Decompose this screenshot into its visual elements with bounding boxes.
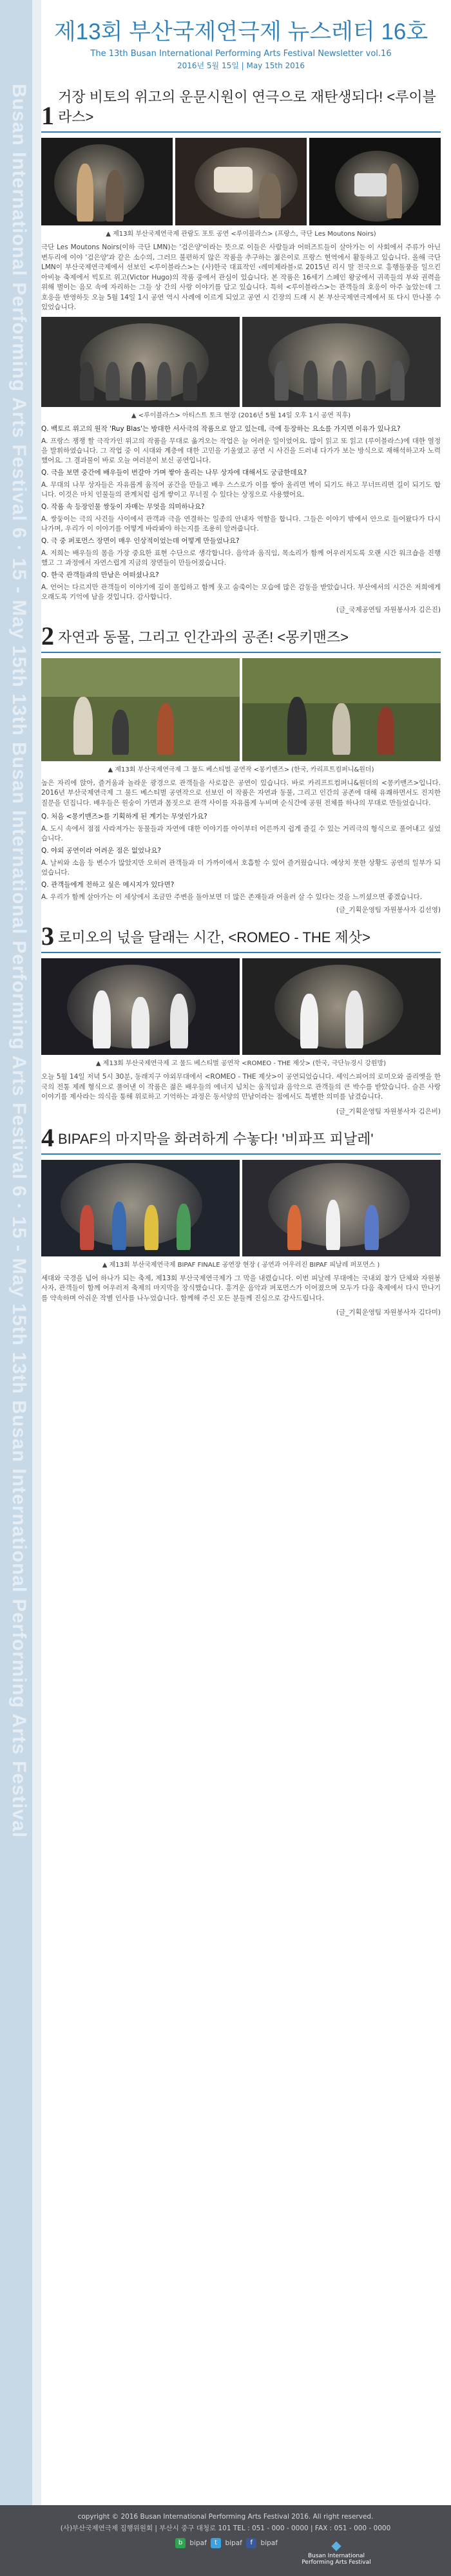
section-heading [41,621,441,653]
interview-question: Q. 관객들에게 전하고 싶은 메시지가 있다면? [41,881,175,889]
article-paragraph: 오늘 5월 14일 저녁 5시 30분, 동래지구 야외무대에서 <ROMEO - THE 제삿>이 공연되었습니다. 셰익스피어의 로미오와 줄리엣을 한국의 전통 제례 형식으로 풀어낸 이 작품은 젊은 배우들의 에너지 넘치는 움직임과 음악으로 관객들의 큰 박수를 받았습니다. 슬픈 사랑 이야기를 제사라는 의식을 통해 위로하고 기억하는 과정은 동서양의 만남이라는 점에서도 특별한 의미를 남겼습니다. [41,1073,441,1101]
section-title: BIPAF의 마지막을 화려하게 수놓다! '비파프 피날레' [58,1130,374,1147]
section-number: 1 [41,101,54,130]
newsletter-header [41,0,441,84]
article-paragraph: 세대와 국경을 넘어 하나가 되는 축제, 제13회 부산국제연극제가 그 막을 내렸습니다. 이번 피날레 무대에는 국내외 참가 단체와 자원봉사자, 관객들이 함께 어우러져 축제의 마지막을 장식했습니다. 흥겨운 음악과 퍼포먼스가 이어졌으며 모두가 다음 축제에서 다시 만나기를 약속하며 아쉬운 작별 인사를 나누었습니다. 함께해 주신 모든 분들께 진심으로 감사드립니다. [41,1274,441,1302]
artist-talk-photo [41,317,240,407]
section-title: 거장 비토의 위고의 운문시원이 연극으로 재탄생되다! <루이블라스> [58,89,436,125]
stage-photo [309,138,441,225]
festival-logo [298,2537,375,2566]
interview-answer: A. 도시 속에서 점점 사라져가는 동물들과 자연에 대한 이야기를 아이부터 어른까지 쉽게 즐길 수 있는 거리극의 형식으로 풀어내고 싶었습니다. [41,825,441,842]
section-1 [41,84,441,614]
finale-photo [41,1160,240,1256]
sidebar-strip [32,0,41,2576]
logo-mark: ◆ [331,2537,341,2553]
logo-text: Busan International Performing Arts Festival [302,2553,371,2566]
finale-photo [242,1160,441,1256]
interview-answer: A. 무대의 나무 상자들은 자유롭게 움직여 공간을 만들고 배우 스스로가 이를 쌓아 올리면 벽이 되기도 하고 무너뜨리면 길이 되기도 합니다. 이것은 마치 인물들의 관계처럼 쉽게 쌓이고 무너질 수 있다는 상징으로 사용했어요. [41,480,441,498]
interview-qa [41,424,441,602]
photo-row [41,1160,441,1256]
article-body [41,1274,441,1304]
article-credit: (글_국제공연팀 자원봉사자 김은진) [336,605,441,614]
stage-photo [242,958,441,1055]
article-paragraph: 높은 자리에 앉아, 즐거움과 놀라운 광경으로 관객들을 사로잡은 공연이 있습니다. 바로 카리프트컴퍼니&원더의 <몽키맨즈>입니다. 2016년 부산국제연극제 그 물드 베스티벌 공연작으로 선보인 이 작품은 자연과 동물, 그리고 인간의 공존에 대해 유쾌하면서도 진지한 질문을 던집니다. 배우들은 원숭이 가면과 몸짓으로 관객 사이를 자유롭게 누비며 순식간에 공원 전체를 하나의 무대로 만들었습니다. [41,779,441,807]
interview-answer: A. 언어는 다르지만 관객들이 이야기에 깊이 몰입하고 함께 웃고 숨죽이는 모습에 많은 감동을 받았습니다. 부산에서의 시간은 저희에게 오래도록 기억에 남을 것입니다. 감사합니다. [41,583,441,601]
interview-answer: A. 쌍둥이는 극의 사건들 사이에서 관객과 극을 연결하는 일종의 안내자 역할을 합니다. 그들은 이야기 밖에서 안으로 들어왔다가 다시 나가며, 우리가 이 이야기를 어떻게 바라봐야 하는지를 조용히 알려줍니다. [41,515,441,533]
interview-answer: A. 저희는 배우들의 몸을 가장 중요한 표현 수단으로 생각합니다. 음악과 움직임, 목소리가 함께 어우러지도록 오랜 시간 워크숍을 진행했고 그 과정에서 자연스럽게 지금의 장면들이 만들어졌습니다. [41,549,441,567]
section-heading [41,1122,441,1155]
article-credit: (글_기획운영팀 자원봉사자 김선영) [336,906,441,914]
social-label[interactable]: bipaf [225,2539,242,2547]
section-2 [41,621,441,915]
footer-social [0,2538,451,2548]
interview-qa [41,812,441,902]
twitter-icon[interactable]: t [211,2538,221,2548]
sidebar-vertical-text: Busan International Performing Arts Festival 6 · 15 - May 15th 13th Busan International Performing Arts Festival 6 · 15 - May 15th 13th Busan International Performing Arts Festival [8,84,30,1838]
photo-caption: ▲ 제13회 부산국제연극제 BIPAF FINALE 공연장 현장 ( 공연과 어우러진 BIPAF 피날레 퍼포먼스 ) [102,1261,380,1269]
outdoor-photo [242,658,441,761]
interview-question: Q. 극 중 퍼포먼스 장면이 매우 인상적이었는데 어떻게 만들었나요? [41,536,240,545]
footer-address: (사)부산국제연극제 집행위원회 | 부산시 중구 대청로 101 TEL : 051 - 000 - 0000 | FAX : 051 - 000 - 0000 [60,2524,391,2532]
newsletter-content [41,0,441,2576]
facebook-icon[interactable]: f [246,2538,256,2548]
newsletter-subtitle: The 13th Busan International Performing Arts Festival Newsletter vol.16 [90,49,392,59]
interview-question: Q. 작품 속 등장인물 쌍둥이 자매는 무엇을 의미하나요? [41,502,205,511]
stage-photo [175,138,307,225]
festival-sidebar [0,0,32,2576]
article-body [41,779,441,809]
article-body [41,243,441,313]
section-number: 2 [41,621,54,650]
interview-answer: A. 프랑스 쟁쟁 할 극작가인 위고의 작품을 무대로 옮겨오는 작업은 늘 어려운 일이었어요. 많이 읽고 또 읽고 (루이블라스)에 대한 열정을 발휘하였습니다. 그 작업 중 이 시대와 계층에 대한 고민을 기울였고 공연 시 사건을 드러내 다가가 보는 방식으로 재해석하고자 노력했어요. 그 결과물이 바로 오늘 여러분이 보신 공연입니다. [41,437,441,464]
stage-photo [41,138,173,225]
outdoor-photo [41,658,240,761]
social-label[interactable]: bipaf [260,2539,278,2547]
photo-row [41,317,441,407]
section-4 [41,1122,441,1318]
interview-question: Q. 야외 공연이라 어려운 점은 없었나요? [41,847,162,855]
section-heading [41,84,441,133]
footer-copyright: copyright © 2016 Busan International Performing Arts Festival 2016. All right reserved. [77,2513,374,2521]
interview-question: Q. 백토르 위고의 원작 'Ruy Blas'는 방대한 서사극의 작품으로 알고 있는데, 극에 등장하는 요소를 가지면 이유가 있나요? [41,424,401,433]
blog-icon[interactable]: b [175,2538,186,2548]
section-heading [41,921,441,953]
photo-row [41,658,441,761]
section-title: 자연과 동물, 그리고 인간과의 공존! <몽키맨즈> [58,629,349,645]
interview-answer: A. 우리가 함께 살아가는 이 세상에서 조금만 주변을 돌아보면 더 많은 존재들과 어울려 살 수 있다는 것을 느끼셨으면 좋겠습니다. [41,893,423,901]
interview-question: Q. 처음 <몽키맨즈>를 기획하게 된 계기는 무엇인가요? [41,813,207,820]
photo-caption: ▲ 제13회 부산국제연극제 관람도 포토 공연 <루이블라스> (프랑스, 극단 Les Moutons Noirs) [106,231,376,238]
interview-answer: A. 날씨와 소음 등 변수가 많았지만 오히려 관객들과 더 가까이에서 호흡할 수 있어 즐거웠습니다. 예상치 못한 상황도 공연의 일부가 되었습니다. [41,859,441,876]
section-3 [41,921,441,1116]
social-label[interactable]: bipaf [189,2539,207,2547]
section-title: 로미오의 넋을 달래는 시간, <ROMEO - THE 제삿> [58,929,370,945]
stage-photo [41,958,240,1055]
interview-question: Q. 극을 보면 중간에 배우들이 번갈아 가며 쌓아 올리는 나무 상자에 대해서도 궁금한데요? [41,468,307,477]
article-paragraph: 극단 Les Moutons Noirs(이하 극단 LMN)는 '검은양'이라는 뜻으로 이들은 사람들과 어떠즈트들이 살아가는 이 사회에서 주류가 아닌 변두리에 이야 '검은양'과 같은 소수의, 그러므 불편하지 않은 작품을 추구하는 젊은이로 프랑스 현역에서 활동하고 있습니다. 올해 극단 LMN이 부산국제연극제에서 선보인 <루이블라스>는 (사)한국 대표작인 ‹레미제라블›로 2015년 리시 말 전국으로 흥행돌풍을 일으킨 아비뇽 축제에서 빅토르 위고(Victor Hugo)의 작품 중에서 관심이 있습니다. 본 작품은 16세기 스페인 왕궁에서 귀족들의 부와 권력을 위해 벌이는 음모 속에 자리하는 그들 상 간의 사랑 이야기를 담고 있습니다. 특히 <루이블라스>는 관객들의 호응이 아주 높았는데 그 호응을 반영하듯 오늘 5월 14일 1시 공연 역시 사례에 이르게 되었고 공연 시 긴장의 드래 시 본 부산국제연극제에서 또 다시 만나볼 수 있었습니다. [41,243,441,311]
photo-caption: ▲ 제13회 부산국제연극제 고 물드 베스티벌 공연작 <ROMEO - THE 제삿> (한국, 극단뉴경시 강원방) [95,1060,387,1067]
article-credit: (글_기획운영팀 자원봉사자 김다미) [336,1309,441,1316]
interview-question: Q. 한국 관객들과의 만남은 어떠셨나요? [41,571,159,579]
artist-talk-photo [242,317,441,407]
photo-caption: ▲ <루이블라스> 아티스트 토크 현장 (2016년 5월 14일 오후 1시 공연 직후) [131,412,351,419]
newsletter-date: 2016년 5월 15일 | May 15th 2016 [177,61,305,70]
article-credit: (글_기획운영팀 자원봉사자 김은비) [336,1107,441,1115]
footer [0,2505,451,2576]
section-number: 3 [41,922,54,951]
photo-caption: ▲ 제13회 부산국제연극제 그 물드 베스티벌 공연작 <몽키맨즈> (한국, 카리프트컴퍼니&원더) [108,766,374,773]
article-body [41,1072,441,1103]
photo-row [41,958,441,1055]
section-number: 4 [41,1122,54,1152]
newsletter-title: 제13회 부산국제연극제 뉴스레터 16호 [53,19,428,44]
photo-row [41,138,441,225]
